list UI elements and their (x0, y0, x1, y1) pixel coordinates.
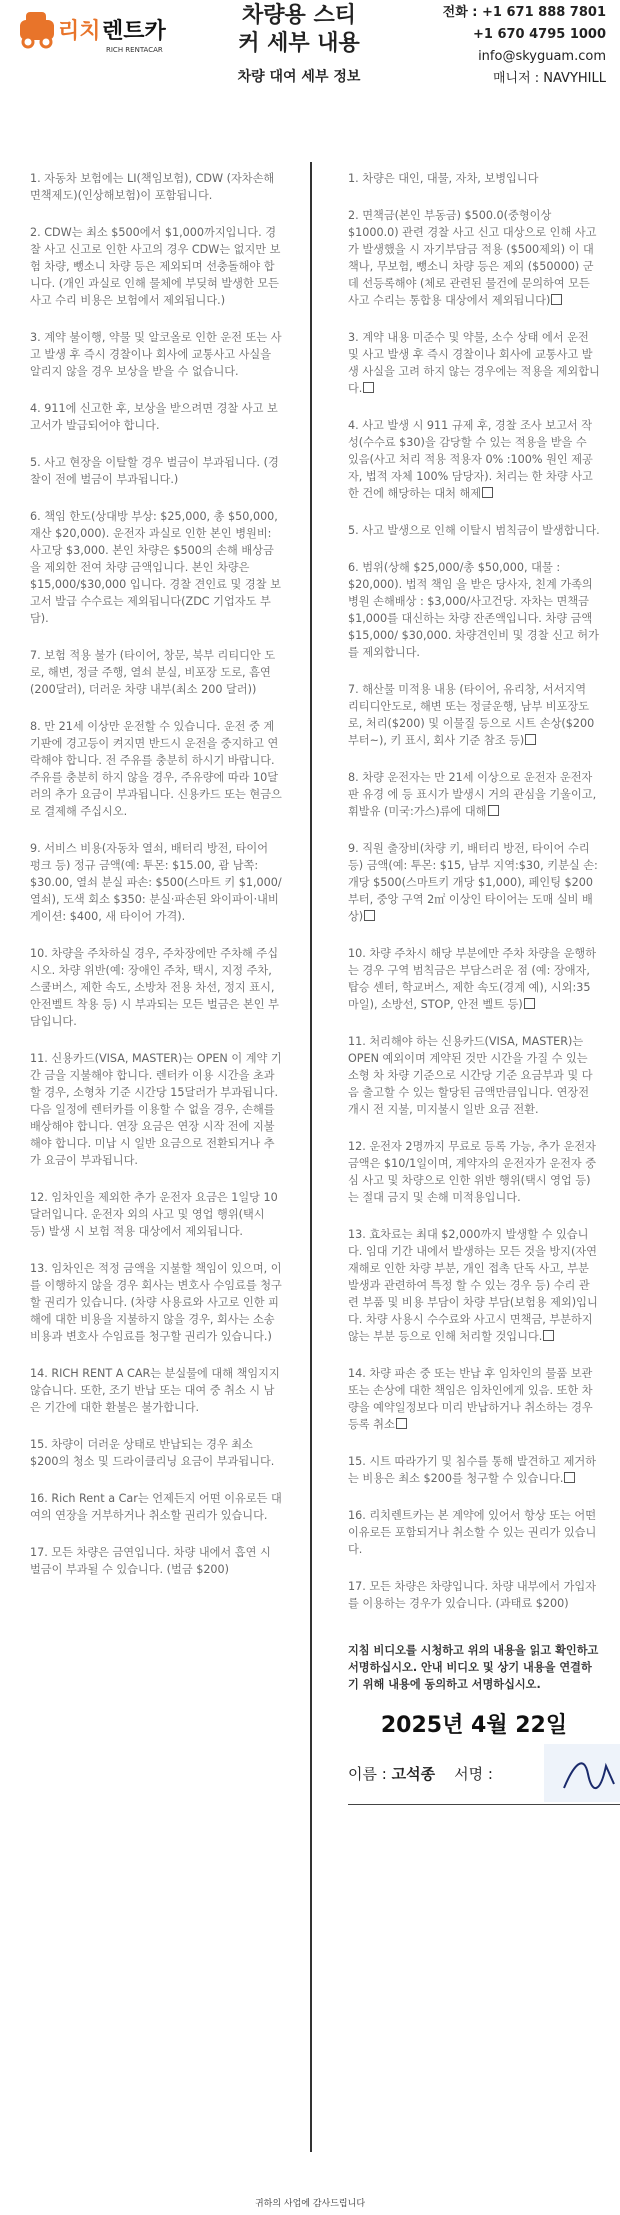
term-item-left: 4. 911에 신고한 후, 보상을 받으려면 경찰 사고 보고서가 발급되어야 합니다. (30, 402, 278, 432)
name-label: 이름 : (348, 1765, 387, 1783)
term-text: 12. 운전자 2명까지 무료로 등록 가능, 추가 운전자 금액은 $10/1일이며, 계약자의 운전자가 운전자 중심 사고 및 차량으로 인한 위반 행위(택시 영업 등)는 절대 금지 및 손해 미적용입니다. (348, 1140, 597, 1204)
term-item-right (348, 1138, 600, 1206)
svg-text:RICH RENTACAR: RICH RENTACAR (106, 46, 163, 54)
term-item-left: 7. 보험 적용 불가 (타이어, 창문, 북부 리티디안 도로, 해변, 정글 주행, 열쇠 분실, 비포장 도로, 흠연(200달러), 더러운 차량 내부(최소 200 달러)) (30, 649, 276, 696)
page-subtitle: 차량 대여 세부 정보 (237, 69, 361, 85)
checkbox-icon[interactable] (482, 487, 493, 498)
term-item-right (348, 945, 600, 1013)
footer-thanks: 귀하의 사업에 감사드립니다 (254, 2199, 366, 2209)
email-address: info@skyguam.com (478, 49, 606, 64)
checkbox-icon[interactable] (525, 734, 536, 745)
term-item-right (348, 207, 600, 309)
term-text: 11. 처리해야 하는 신용카드(VISA, MASTER)는OPEN 예외이며 계약된 것만 시간을 가질 수 있는 소형 차 차량 기준으로 시간당 기준 요금부과 및 다음 출고할 수 있는 할당된 금액만큼입니다. 연장전 개시 전 지불, 미지불시 일반 요금 전환. (348, 1035, 593, 1116)
checkbox-icon[interactable] (543, 1330, 554, 1341)
term-item-left: 12. 임차인을 제외한 추가 운전자 요금은 1일당 10달러입니다. 운전자 외의 사고 및 영업 행위(택시 등) 발생 시 보험 적용 대상에서 제외됩니다. (30, 1191, 278, 1238)
signature-image (544, 1744, 620, 1802)
term-item-right (348, 329, 600, 397)
contact-info (443, 2, 606, 90)
term-item-left: 15. 차량이 더러운 상태로 반납되는 경우 최소 $200의 청소 및 드라이클리닝 요금이 부과됩니다. (30, 1438, 275, 1468)
term-item-left: 13. 임차인은 적정 금액을 지불할 책임이 있으며, 이를 이행하지 않을 경우 회사는 변호사 수임료를 청구할 권리가 있습니다. (차량 사용료와 사고로 인한 피해에 대한 비용을 지불하지 않을 경우, 회사는 소송 비용과 변호사 수임료를 청구할 권리가 있습니다.) (30, 1262, 282, 1343)
svg-text:리치: 리치 (58, 19, 101, 44)
contract-date: 2025년 4월 22일 (380, 1713, 568, 1738)
terms-left-column (30, 170, 282, 1598)
svg-text:렌트카: 렌트카 (102, 19, 166, 44)
term-item-right (348, 1453, 600, 1487)
term-text: 1. 차량은 대인, 대물, 자차, 보병입니다 (348, 172, 539, 185)
term-item-left: 14. RICH RENT A CAR는 분실물에 대해 책임지지 않습니다. 또한, 조기 반납 또는 대여 중 취소 시 남은 기간에 대한 환불은 불가합니다. (30, 1367, 280, 1414)
term-item-left: 8. 만 21세 이상만 운전할 수 있습니다. 운전 중 계기판에 경고등이 켜지면 반드시 운전을 중지하고 연락해야 합니다. 전 주유를 충분히 하시기 바랍니다. 주유를 충분히 하지 않을 경우, 주유량에 따라 10달러의 추가 요금이 부과됩니다. 신용카드 또는 현금으로 결제해 주십시오. (30, 720, 282, 818)
term-item-left: 17. 모든 차량은 금연입니다. 차량 내에서 흡연 시 벌금이 부과될 수 있습니다. (벌금 $200) (30, 1546, 271, 1576)
phone-primary: 전화 : +1 671 888 7801 (442, 5, 606, 20)
term-text: 3. 계약 내용 미준수 및 약물, 소수 상태 에서 운전 및 사고 발생 후 즉시 경찰이나 회사에 교통사고 발생 사실을 고려 하지 않는 경우에는 적용을 제외합니다. (348, 331, 600, 395)
term-item-left: 9. 서비스 비용(자동차 열쇠, 배터리 방전, 타이어 펑크 등) 정규 금액(예: 투몬: $15.00, 괌 남쪽: $30.00, 열쇠 분실 파손: $500(스마트 키 $1,000/열쇠), 도색 회소 $350: 분실·파손된 와이파이·내비게이션: $400, 새 타이어 가격). (30, 842, 282, 923)
term-text: 2. 면책금(본인 부동금) $500.0(중형이상 $1000.0) 관련 경찰 사고 신고 대상으로 인해 사고가 발생했을 시 자기부담금 적용 ($500제외) 이 대책나, 무보험, 뺑소니 차량 등은 제외 ($50000) 군데 선등록해야 (체로 관련된 물건에 문의하여 모든 사고 수리는 통합용 대상에서 제외됩니다) (348, 209, 597, 307)
term-text: 16. 리치렌트카는 본 계약에 있어서 항상 또는 어떤 이유로든 포함되거나 취소할 수 있는 권리가 있습니다. (348, 1509, 597, 1556)
term-text: 13. 효차료는 최대 $2,000까지 발생할 수 있습니다. 임대 기간 내에서 발생하는 모든 것을 방지(자연재해로 인한 차량 부분, 개인 접촉 단독 사고, 부분 발생과 관련하여 특정 할 수 있는 경우 등) 수리 관련 부품 및 비용 부담이 차량 부담(보험용 제외)입니다. 차량 사용시 수수료와 사고시 면책금, 부분하지 않는 부분 등으로 인해 처리할 것입니다. (348, 1228, 598, 1343)
checkbox-icon[interactable] (564, 1472, 575, 1483)
term-item-right (348, 840, 600, 925)
checkbox-icon[interactable] (551, 294, 562, 305)
term-item-left: 6. 책임 한도(상대방 부상: $25,000, 총 $50,000, 재산 $20,000). 운전자 과실로 인한 본인 병원비: 사고당 $3,000. 본인 차량은 $500의 손해 배상금을 제외한 전여 차량 금액입니다. 본인 차량은 $15,000/$30,000 입니다. 경찰 견인료 및 경찰 보고서 발급 수수료는 제외됩니다(ZDC 기업자도 부담). (30, 510, 281, 625)
checkbox-icon[interactable] (363, 382, 374, 393)
term-item-right (348, 1507, 600, 1558)
term-text: 14. 차량 파손 중 또는 반납 후 임차인의 물품 보관 또는 손상에 대한 책임은 임차인에게 있음. 또한 차량을 예약일정보다 미리 반납하거나 취소하는 경우 등록 취소 (348, 1367, 593, 1431)
term-text: 7. 해산물 미적용 내용 (타이어, 유리창, 서서지역 리티디안도로, 해변 또는 정글운행, 남부 비포장도로, 처리($200) 및 이물질 등으로 시트 손상($200부터~), 키 표시, 회사 기준 참조 등) (348, 683, 595, 747)
term-item-right (348, 681, 600, 749)
term-item-left: 3. 계약 불이행, 약물 및 알코올로 인한 운전 또는 사고 발생 후 즉시 경찰이나 회사에 교통사고 사실을 알리지 않을 경우 보상을 받을 수 없습니다. (30, 331, 282, 378)
term-item-left: 16. Rich Rent a Car는 언제든지 어떤 이유로든 대여의 연장을 거부하거나 취소할 권리가 있습니다. (30, 1492, 282, 1522)
term-item-left: 10. 차량을 주차하실 경우, 주차장에만 주차해 주십시오. 차량 위반(예: 장애인 주차, 택시, 지정 주차, 스쿨버스, 제한 속도, 소방차 전용 차선, 정지 표시, 안전벨트 착용 등) 시 부과되는 모든 벌금은 본인 부담입니다. (30, 947, 279, 1028)
checkbox-icon[interactable] (488, 805, 499, 816)
term-item-right (348, 1365, 600, 1433)
term-item-right (348, 1578, 600, 1612)
manager-name: 매니저 : NAVYHILL (492, 71, 606, 86)
term-text: 15. 시트 따라가기 및 침수를 통해 발견하고 제거하는 비용은 최소 $200를 청구할 수 있습니다. (348, 1455, 597, 1485)
term-text: 8. 차량 운전자는 만 21세 이상으로 운전자 운전자 판 유경 에 등 표시가 발생시 거의 관심을 기울이고, 휘발유 (미국:가스)류에 대해 (348, 771, 597, 818)
term-item-right (348, 559, 600, 661)
name-field (348, 1766, 493, 1783)
terms-right-column (348, 170, 600, 1808)
document-header (0, 0, 620, 100)
term-item-right (348, 769, 600, 820)
term-item-left: 2. CDW는 최소 $500에서 $1,000까지입니다. 경찰 사고 신고로 인한 사고의 경우 CDW는 없지만 보험 차량, 뺑소니 차량 등은 제외되며 선충돌해야 합니다. (개인 과실로 인해 물체에 부딪혀 발생한 모든 사고 수리 비용은 보험에서 제외됩니다.) (30, 226, 281, 307)
signature-row (348, 1744, 600, 1808)
sign-label: 서명 : (454, 1765, 493, 1783)
term-item-right (348, 1226, 600, 1345)
term-text: 10. 차량 주차시 해당 부분에만 주차 차량을 운행하는 경우 구역 범칙금은 부담스러운 점 (예: 장애자, 탑승 센터, 학교버스, 제한 속도(경계 예), 시외:35마일), 소방선, STOP, 안전 벨트 등) (348, 947, 597, 1011)
name-value: 고석종 (391, 1765, 436, 1783)
term-item-right (348, 170, 600, 187)
term-text: 5. 사고 발생으로 인해 이탈시 범칙금이 발생합니다. (348, 524, 600, 537)
signature-line (348, 1804, 620, 1805)
term-item-right (348, 1033, 600, 1118)
checkbox-icon[interactable] (396, 1418, 407, 1429)
checkbox-icon[interactable] (364, 910, 375, 921)
column-divider (310, 162, 312, 2152)
term-item-left: 11. 신용카드(VISA, MASTER)는 OPEN 이 계약 기간 금을 지불해야 합니다. 렌터카 이용 시간을 초과할 경우, 소형차 기준 시간당 15달러가 부과됩니다. 다음 일정에 렌터카를 이용할 수 없을 경우, 손해를 배상해야 합니다. 연장 요금은 연장 시작 전에 지불해야 합니다. 미납 시 일반 요금으로 전환되거나 추가 요금이 부과됩니다. (30, 1052, 282, 1167)
term-item-left: 5. 사고 현장을 이탈할 경우 벌금이 부과됩니다. (경찰이 전에 벌금이 부과됩니다.) (30, 456, 279, 486)
checkbox-icon[interactable] (524, 998, 535, 1009)
term-text: 4. 사고 발생 시 911 규제 후, 경찰 조사 보고서 작성(수수료 $30)을 감당할 수 있는 적용을 받을 수 있음(사고 처리 적용 적용자 0% :100% 원인 제공자, 법적 자체 100% 담당자). 처리는 한 차량 사고 한 건에 해당하는 대처 해제 (348, 419, 593, 500)
term-item-right (348, 522, 600, 539)
company-logo (18, 4, 166, 84)
term-item-left: 1. 자동차 보험에는 LI(책임보험), CDW (자차손해면책제도)(인상해보험)이 포함됩니다. (30, 172, 275, 202)
term-text: 6. 범위(상해 $25,000/총 $50,000, 대물 : $20,000). 법적 책임 을 받은 당사자, 친계 가족의 병원 손해배상 : $3,000/사고건당. 자차는 면책금 $1,000를 대신하는 차량 잔존액입니다. 차량 금액 $15,000/ $30,000. 차량견인비 및 경찰 신고 허가를 제외합니다. (348, 561, 599, 659)
term-item-right (348, 417, 600, 502)
phone-secondary: +1 670 4795 1000 (472, 27, 606, 42)
term-text: 9. 직원 출장비(차량 키, 배터리 방전, 타이어 수리 등) 금액(예: 투몬: $15, 남부 지역:$30, 키분실 손: 개당 $500(스마트키 개당 $1,000), 페인팅 $200부터, 중앙 구역 2㎡ 이상인 타이어는 도매 실비 배상) (348, 842, 598, 923)
signing-notice: 지침 비디오를 시청하고 위의 내용을 읽고 확인하고 서명하십시오. 안내 비디오 및 상기 내용을 연결하기 위해 내용에 동의하고 서명하십시오. (348, 1644, 599, 1691)
term-text: 17. 모든 차량은 차량입니다. 차량 내부에서 가입자를 이용하는 경우가 있습니다. (과태료 $200) (348, 1580, 597, 1610)
page-title: 차량용 스티커 세부 내용 (238, 3, 360, 56)
